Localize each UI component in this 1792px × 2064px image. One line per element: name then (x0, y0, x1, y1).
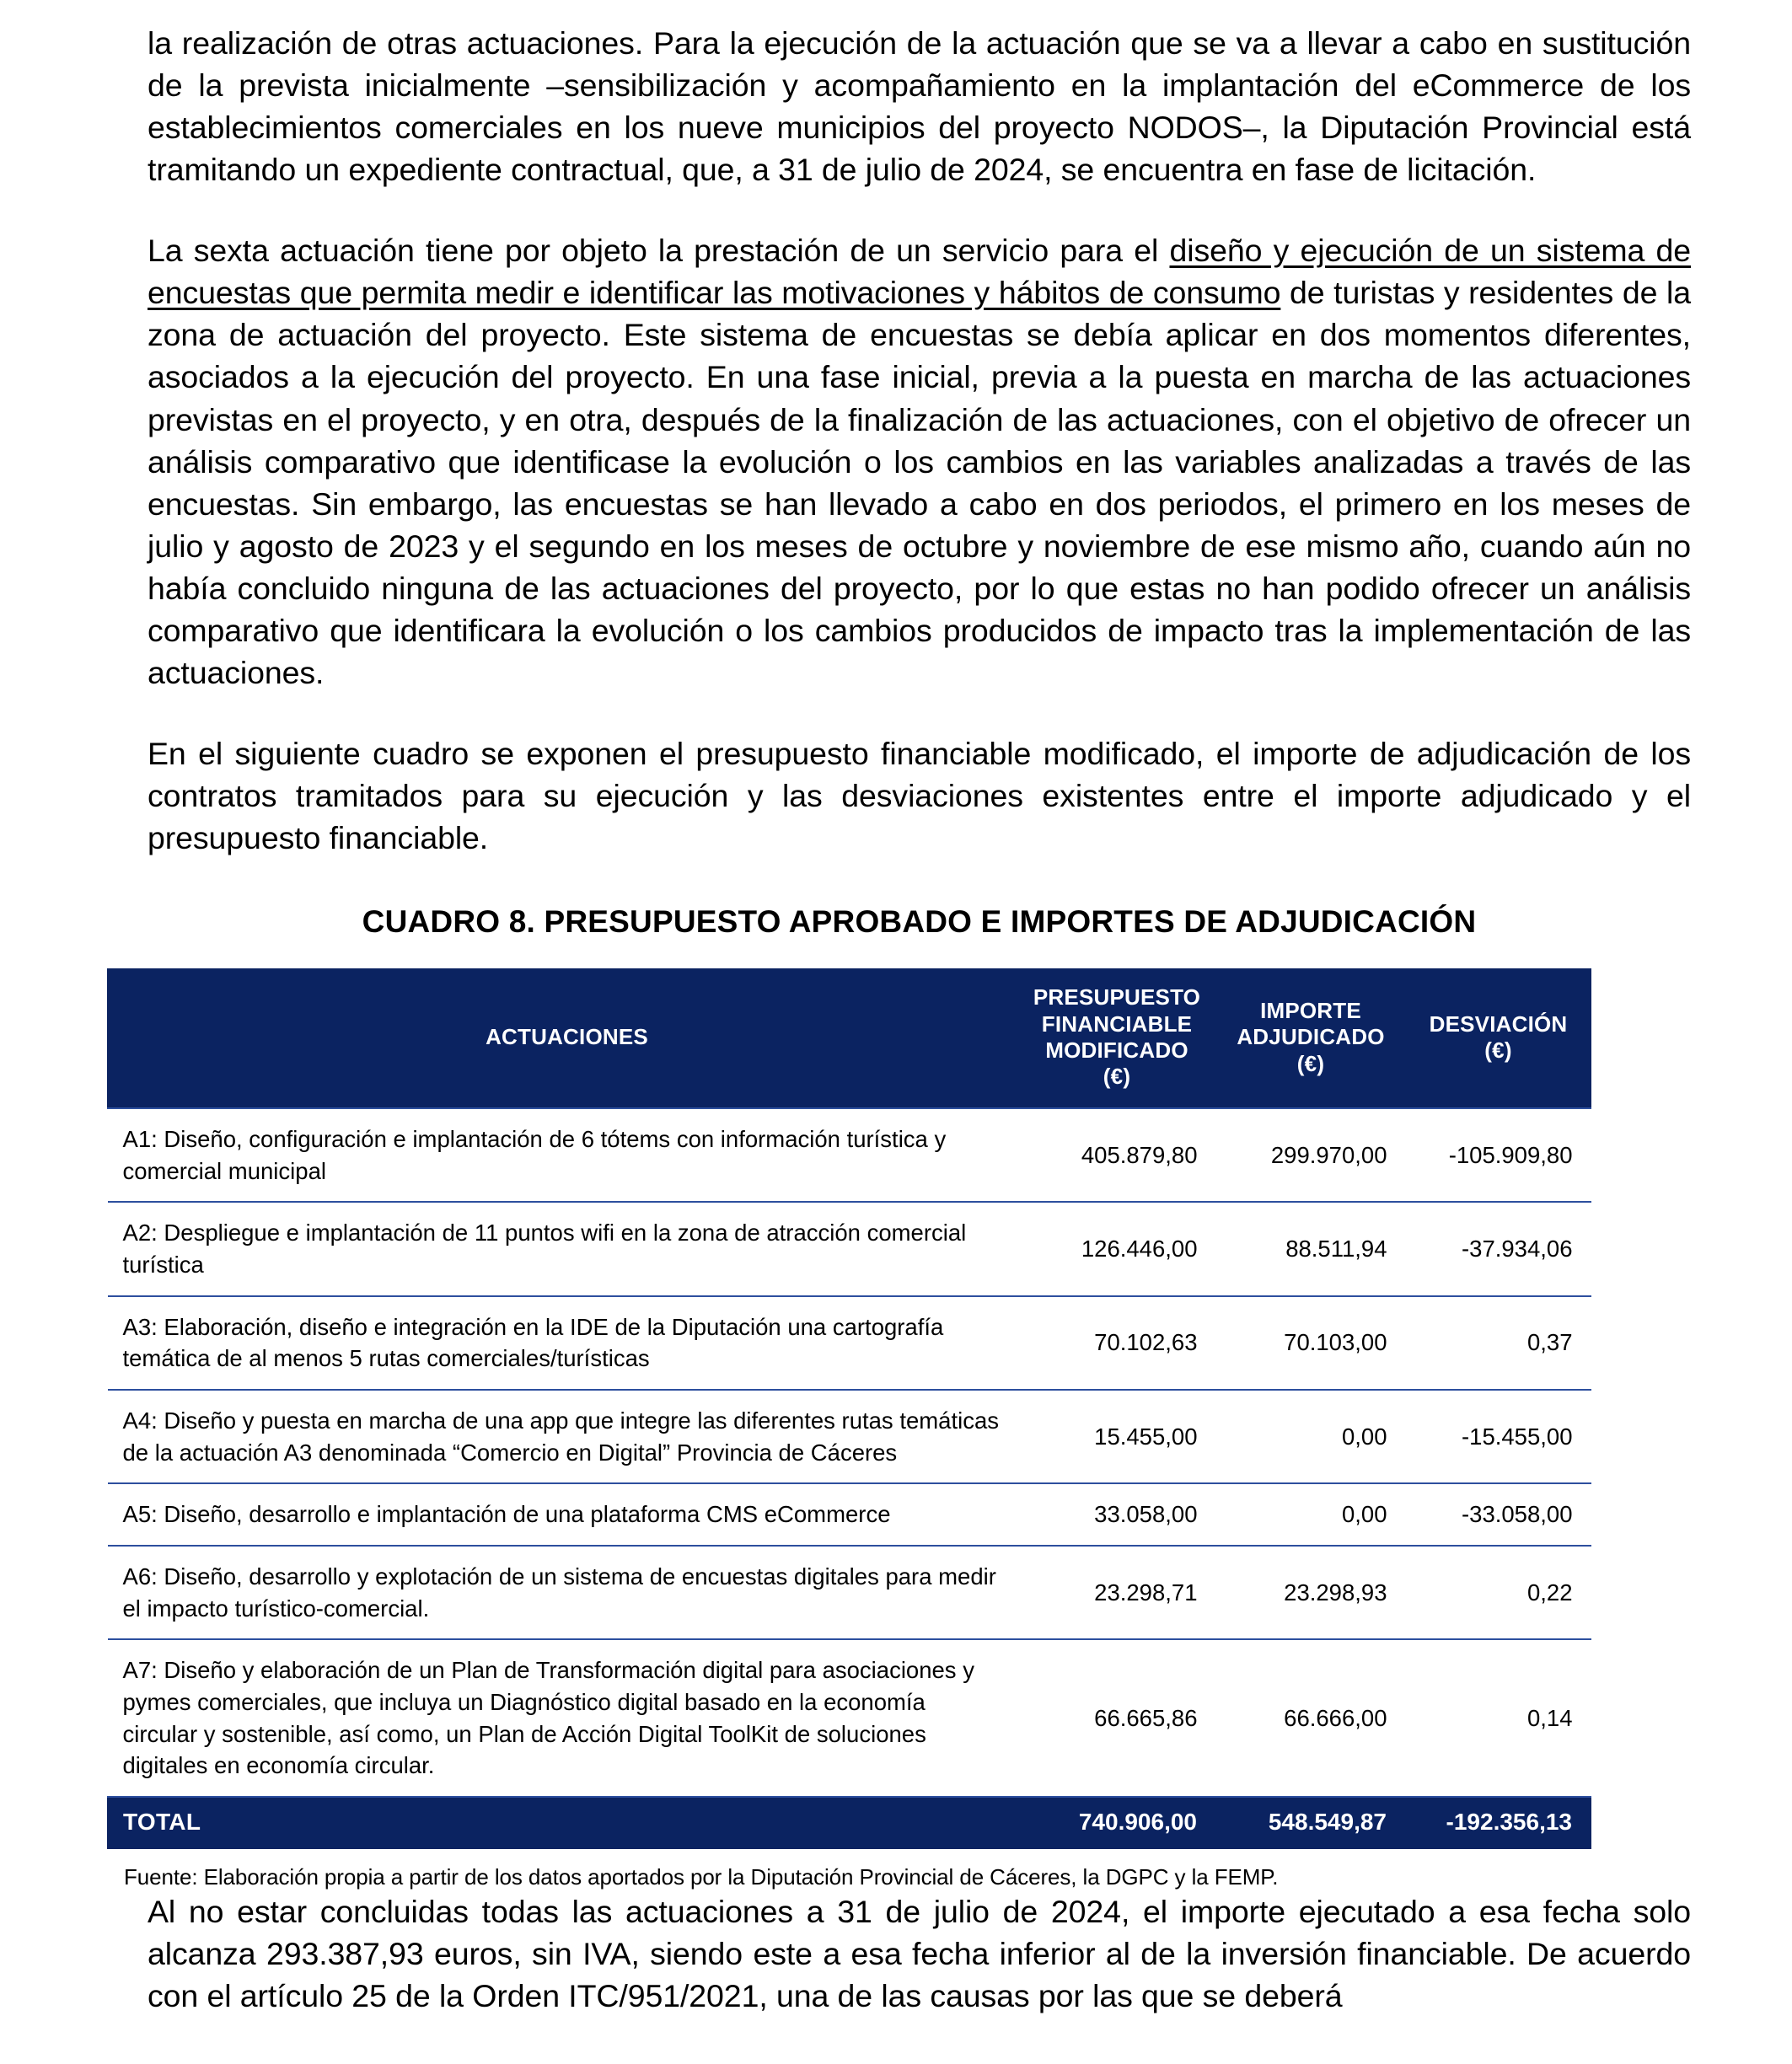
cell-desviacion: 0,22 (1406, 1546, 1591, 1639)
paragraph-2 (148, 229, 1691, 694)
table-row (108, 1483, 1591, 1546)
cell-adjudicado: 299.970,00 (1216, 1108, 1406, 1202)
table-title: CUADRO 8. PRESUPUESTO APROBADO E IMPORTES DE ADJUDICACIÓN (362, 904, 1477, 940)
table-total-row (108, 1797, 1591, 1849)
cell-presupuesto: 66.665,86 (1018, 1639, 1216, 1797)
cell-desviacion: 0,14 (1406, 1639, 1591, 1797)
header-line-1: IMPORTE (1260, 997, 1361, 1023)
header-line-2: ADJUDICADO (1237, 1024, 1385, 1050)
table-row (108, 1546, 1591, 1639)
cell-actuacion: A2: Despliegue e implantación de 11 puntos wifi en la zona de atracción comercial turística (108, 1202, 1018, 1295)
cell-desviacion: 0,37 (1406, 1296, 1591, 1390)
header-line-1: DESVIACIÓN (1429, 1011, 1568, 1037)
cell-desviacion: -37.934,06 (1406, 1202, 1591, 1295)
cell-actuacion: A3: Elaboración, diseño e integración en la IDE de la Diputación una cartografía temática de al menos 5 rutas comerciales/turísticas (108, 1296, 1018, 1390)
column-header-actuaciones: ACTUACIONES (108, 969, 1018, 1108)
cell-presupuesto: 70.102,63 (1018, 1296, 1216, 1390)
cell-presupuesto: 33.058,00 (1018, 1483, 1216, 1546)
cell-adjudicado: 88.511,94 (1216, 1202, 1406, 1295)
paragraph-2-lead: La sexta actuación tiene por objeto la prestación de un servicio para el (148, 233, 1170, 269)
paragraph-1: la realización de otras actuaciones. Para la ejecución de la actuación que se va a llevar a cabo en sustitución de la prevista inicialmente –sensibilización y acompañamiento en la implantación del eCommerce de los establecimientos comerciales en los nueve municipios del proyecto NODOS–, la Diputación Provincial está tramitando un expediente contractual, que, a 31 de julio de 2024, se encuentra en fase de licitación. (148, 25, 1691, 188)
cell-total-presupuesto: 740.906,00 (1018, 1797, 1216, 1849)
table-row (108, 1296, 1591, 1390)
paragraph-3: En el siguiente cuadro se exponen el presupuesto financiable modificado, el importe de adjudicación de los contratos tramitados para su ejecución y las desviaciones existentes entre el importe adjudicado y el presupuesto financiable. (148, 735, 1691, 856)
paragraph-2-underlined-text: diseño y ejecución de un sistema de encuestas que permita medir e identificar las motivaciones y hábitos de consumo (148, 233, 1691, 311)
cell-presupuesto: 126.446,00 (1018, 1202, 1216, 1295)
table-row (108, 1108, 1591, 1202)
column-header-presupuesto-financiable-modificado (1018, 969, 1216, 1108)
column-header-desviacion (1406, 969, 1591, 1108)
cell-actuacion: A4: Diseño y puesta en marcha de una app que integre las diferentes rutas temáticas de la actuación A3 denominada “Comercio en Digital” Provincia de Cáceres (108, 1390, 1018, 1483)
table-footer (108, 1797, 1591, 1849)
table-body (108, 1108, 1591, 1797)
header-line-1: PRESUPUESTO (1033, 984, 1201, 1011)
paragraph-2-tail: de turistas y residentes de la zona de actuación del proyecto. Este sistema de encuestas se debía aplicar en dos momentos diferentes, asociados a la ejecución del proyecto. En una fase inicial, previa a la puesta en marcha de las actuaciones previstas en el proyecto, y en otra, después de la finalización de las actuaciones, con el objetivo de ofrecer un análisis comparativo que identificase la evolución o los cambios en las variables analizadas a través de las encuestas. Sin embargo, las encuestas se han llevado a cabo en dos periodos, el primero en los meses de julio y agosto de 2023 y el segundo en los meses de octubre y noviembre de ese mismo año, cuando aún no había concluido ninguna de las actuaciones del proyecto, por lo que estas no han podido ofrecer un análisis comparativo que identificara la evolución o los cambios producidos de impacto tras la implementación de las actuaciones. (148, 275, 1691, 690)
cell-presupuesto: 405.879,80 (1018, 1108, 1216, 1202)
cell-total-adjudicado: 548.549,87 (1216, 1797, 1406, 1849)
cell-desviacion: -33.058,00 (1406, 1483, 1591, 1546)
cell-desviacion: -15.455,00 (1406, 1390, 1591, 1483)
header-line-2: (€) (1484, 1037, 1512, 1064)
cell-total-label: TOTAL (108, 1797, 1018, 1849)
cell-presupuesto: 23.298,71 (1018, 1546, 1216, 1639)
header-line-2: FINANCIABLE (1041, 1011, 1193, 1037)
table-header (108, 969, 1591, 1108)
paragraph-4: Al no estar concluidas todas las actuaciones a 31 de julio de 2024, el importe ejecutado a esa fecha solo alcanza 293.387,93 euros, sin IVA, siendo este a esa fecha inferior al de la inversión financiable. De acuerdo con el artículo 25 de la Orden ITC/951/2021, una de las causas por las que se deberá (148, 1894, 1691, 2014)
header-line-4: (€) (1103, 1064, 1131, 1090)
table-row (108, 1390, 1591, 1483)
table-row (108, 1639, 1591, 1797)
table-header-row (108, 969, 1591, 1108)
cell-total-desviacion: -192.356,13 (1406, 1797, 1591, 1849)
cell-adjudicado: 66.666,00 (1216, 1639, 1406, 1797)
header-line-3: (€) (1296, 1050, 1325, 1076)
table-row (108, 1202, 1591, 1295)
header-line-3: MODIFICADO (1045, 1037, 1188, 1064)
cell-adjudicado: 23.298,93 (1216, 1546, 1406, 1639)
column-header-importe-adjudicado (1216, 969, 1406, 1108)
cell-adjudicado: 0,00 (1216, 1390, 1406, 1483)
cell-actuacion: A1: Diseño, configuración e implantación de 6 tótems con información turística y comercial municipal (108, 1108, 1018, 1202)
budget-table (107, 968, 1591, 1849)
cell-actuacion: A6: Diseño, desarrollo y explotación de un sistema de encuestas digitales para medir el impacto turístico-comercial. (108, 1546, 1018, 1639)
cell-actuacion: A7: Diseño y elaboración de un Plan de Transformación digital para asociaciones y pymes comerciales, que incluya un Diagnóstico digital basado en la economía circular y sostenible, así como, un Plan de Acción Digital ToolKit de soluciones digitales en economía circular. (108, 1639, 1018, 1797)
cell-presupuesto: 15.455,00 (1018, 1390, 1216, 1483)
cell-actuacion: A5: Diseño, desarrollo e implantación de una plataforma CMS eCommerce (108, 1483, 1018, 1546)
cell-desviacion: -105.909,80 (1406, 1108, 1591, 1202)
cell-adjudicado: 70.103,00 (1216, 1296, 1406, 1390)
cell-adjudicado: 0,00 (1216, 1483, 1406, 1546)
table-source-note: Fuente: Elaboración propia a partir de los datos aportados por la Diputación Provincial de Cáceres, la DGPC y la FEMP. (124, 1864, 1279, 1890)
